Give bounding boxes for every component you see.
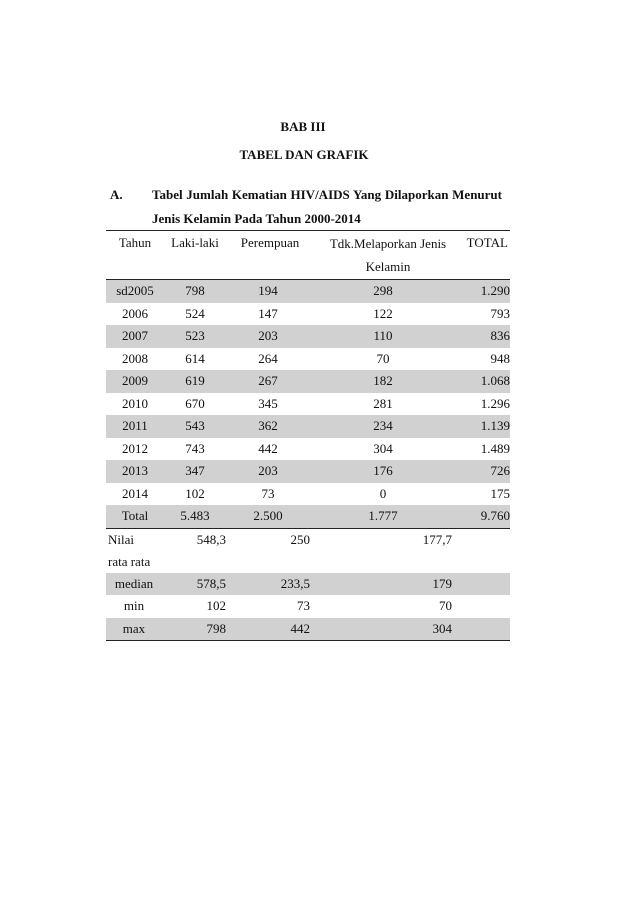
table-row [106,460,510,483]
table-row [106,280,510,303]
cell-perempuan: 345 [258,395,278,411]
cell-laki-laki: 102 [185,485,205,501]
cell-tdk-melaporkan: 0 [379,485,387,501]
cell-tahun: 2012 [122,440,148,456]
cell-tahun: 2010 [122,395,148,411]
cell-perempuan: 442 [258,440,278,456]
cell-total: 1.296 [480,395,510,411]
cell-perempuan: 362 [258,418,278,433]
cell-laki-laki: 798 [185,283,205,298]
cell-tahun: sd2005 [116,283,154,298]
table-row [106,325,510,348]
stat-tdk-melaporkan: 179 [432,575,452,591]
cell-tdk-melaporkan: 1.777 [368,508,398,523]
cell-total: 948 [490,350,510,366]
stat-row [106,529,510,573]
cell-total: 1.489 [480,440,510,456]
cell-laki-laki: 619 [185,373,205,388]
header-tahun: Tahun [118,235,152,250]
table-row [106,415,510,438]
cell-tdk-melaporkan: 122 [373,305,393,321]
cell-perempuan: 203 [258,328,278,343]
cell-perempuan: 73 [261,485,275,501]
cell-tdk-melaporkan: 70 [376,350,390,366]
section-letter: A. [110,187,123,202]
chapter-title: BAB III [280,119,326,134]
cell-tdk-melaporkan: 176 [373,463,393,478]
cell-tahun: 2014 [122,485,148,501]
stat-label: median [114,575,154,591]
cell-tahun: 2009 [122,373,148,388]
stat-tdk-melaporkan: 304 [432,620,452,636]
stat-label: Nilai rata rata [108,531,151,569]
stat-perempuan: 250 [290,531,310,547]
cell-laki-laki: 5.483 [180,508,210,523]
stat-row [106,618,510,642]
cell-tahun: 2011 [122,418,148,433]
hiv-deaths-table [106,230,510,641]
stat-tdk-melaporkan: 70 [439,598,452,613]
stat-laki-laki: 578,5 [196,575,226,591]
table-row [106,348,510,371]
header-total: TOTAL [466,235,508,250]
stat-laki-laki: 798 [206,620,226,636]
cell-perempuan: 267 [258,373,278,388]
table-row [106,438,510,461]
cell-perempuan: 194 [258,283,278,298]
cell-tdk-melaporkan: 281 [373,395,393,411]
cell-total: 9.760 [480,508,510,523]
cell-total: 726 [490,463,510,478]
stat-laki-laki: 548,3 [196,531,226,547]
cell-tahun: 2007 [122,328,148,343]
header-tdk-melaporkan: Tdk.Melaporkan Jenis Kelamin [329,236,447,274]
cell-perempuan: 147 [258,305,278,321]
stat-label: min [123,598,145,613]
table-row [106,393,510,416]
stat-row [106,595,510,618]
section-title-line2: Jenis Kelamin Pada Tahun 2000-2014 [152,211,361,226]
table-row [106,483,510,506]
cell-total: 793 [490,305,510,321]
cell-laki-laki: 523 [185,328,205,343]
cell-laki-laki: 347 [185,463,205,478]
cell-tdk-melaporkan: 182 [373,373,393,388]
cell-laki-laki: 543 [185,418,205,433]
stat-tdk-melaporkan: 177,7 [422,531,452,547]
cell-perempuan: 264 [258,350,278,366]
cell-total: 1.068 [480,373,510,388]
cell-tdk-melaporkan: 298 [373,283,393,298]
cell-laki-laki: 524 [185,305,205,321]
cell-tdk-melaporkan: 110 [373,328,393,343]
table-total-row [106,505,510,529]
header-laki-laki: Laki-laki [171,235,219,250]
cell-laki-laki: 670 [185,395,205,411]
cell-perempuan: 203 [258,463,278,478]
cell-total: 175 [490,485,510,501]
stat-label: max [122,620,146,636]
cell-total: 1.139 [480,418,510,433]
stat-row [106,573,510,596]
cell-tdk-melaporkan: 234 [373,418,393,433]
stat-perempuan: 233,5 [280,575,310,591]
cell-tahun: 2006 [122,305,148,321]
header-perempuan: Perempuan [240,235,300,250]
cell-tdk-melaporkan: 304 [373,440,393,456]
cell-total: 836 [490,328,510,343]
table-row [106,303,510,326]
stat-perempuan: 73 [297,598,310,613]
chapter-subtitle: TABEL DAN GRAFIK [239,147,369,162]
table-row [106,370,510,393]
cell-tahun: Total [121,508,149,523]
stat-laki-laki: 102 [206,598,226,613]
cell-tahun: 2008 [122,350,148,366]
cell-laki-laki: 614 [185,350,205,366]
table-header-row [106,230,510,280]
cell-total: 1.290 [480,283,510,298]
cell-tahun: 2013 [122,463,148,478]
section-title-line1: Tabel Jumlah Kematian HIV/AIDS Yang Dilaporkan Menurut [152,187,502,202]
cell-perempuan: 2.500 [253,508,283,523]
stat-perempuan: 442 [290,620,310,636]
cell-laki-laki: 743 [185,440,205,456]
